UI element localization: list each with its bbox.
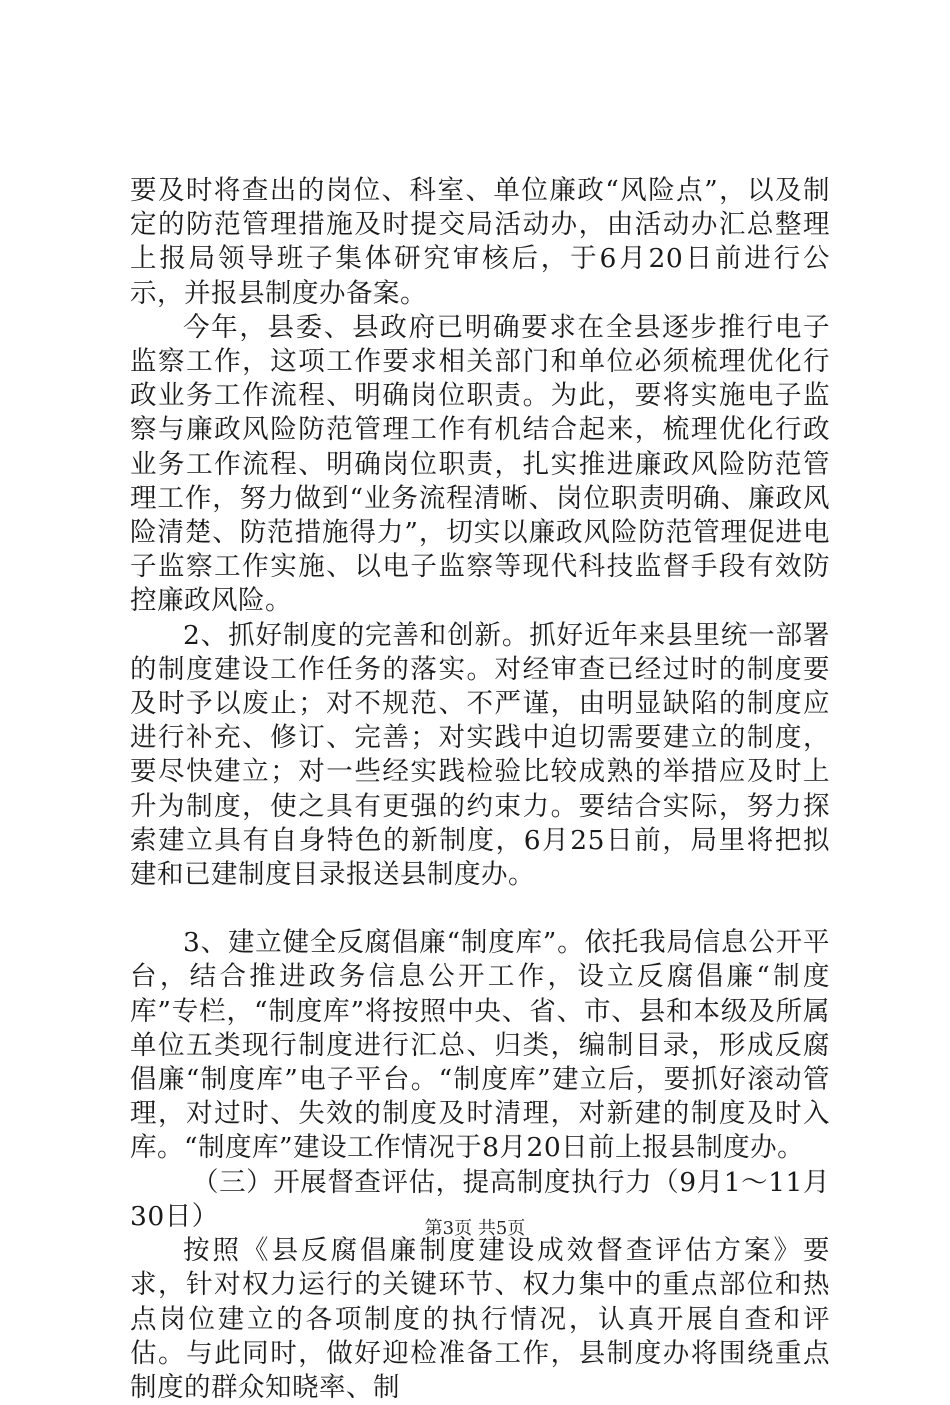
section-heading-inspection: （三）开展督查评估，提高制度执行力（9月1～11月30日） [130, 1166, 830, 1232]
page-number-footer: 第3页 共5页 [424, 1218, 526, 1239]
paragraph-system-improvement: 2、抓好制度的完善和创新。抓好近年来县里统一部署的制度建设工作任务的落实。对经审查已经过时的制度要及时予以废止；对不规范、不严谨，由明显缺陷的制度应进行补充、修订、完善；对实践中迫切需要建立的制度，要尽快建立；对一些经实践检验比较成熟的举措应及时上升为制度，使之具有更强的约束力。要结合实际，努力探索建立具有自身特色的新制度，6月25日前，局里将把拟建和已建制度目录报送县制度办。 [130, 619, 830, 891]
paragraph-spacer [130, 892, 830, 926]
paragraph-risk-points: 要及时将查出的岗位、科室、单位廉政“风险点”，以及制定的防范管理措施及时提交局活动办，由活动办汇总整理上报局领导班子集体研究审核后，于6月20日前进行公示，并报县制度办备案。 [130, 175, 830, 309]
paragraph-inspection-plan: 按照《县反腐倡廉制度建设成效督查评估方案》要求，针对权力运行的关键环节、权力集中的重点部位和热点岗位建立的各项制度的执行情况，认真开展自查和评估。与此同时，做好迎检准备工作，县制度办将围绕重点制度的群众知晓率、制 [130, 1235, 830, 1403]
paragraph-system-library: 3、建立健全反腐倡廉“制度库”。依托我局信息公开平台，结合推进政务信息公开工作，设立反腐倡廉“制度库”专栏，“制度库”将按照中央、省、市、县和本级及所属单位五类现行制度进行汇总、归类，编制目录，形成反腐倡廉“制度库”电子平台。“制度库”建立后，要抓好滚动管理，对过时、失效的制度及时清理，对新建的制度及时入库。“制度库”建设工作情况于8月20日前上报县制度办。 [130, 927, 830, 1164]
paragraph-electronic-supervision: 今年，县委、县政府已明确要求在全县逐步推行电子监察工作，这项工作要求相关部门和单位必须梳理优化行政业务工作流程、明确岗位职责。为此，要将实施电子监察与廉政风险防范管理工作有机结合起来，梳理优化行政业务工作流程、明确岗位职责，扎实推进廉政风险防范管理工作，努力做到“业务流程清晰、岗位职责明确、廉政风险清楚、防范措施得力”，切实以廉政风险防范管理促进电子监察工作实施、以电子监察等现代科技监督手段有效防控廉政风险。 [130, 311, 830, 617]
